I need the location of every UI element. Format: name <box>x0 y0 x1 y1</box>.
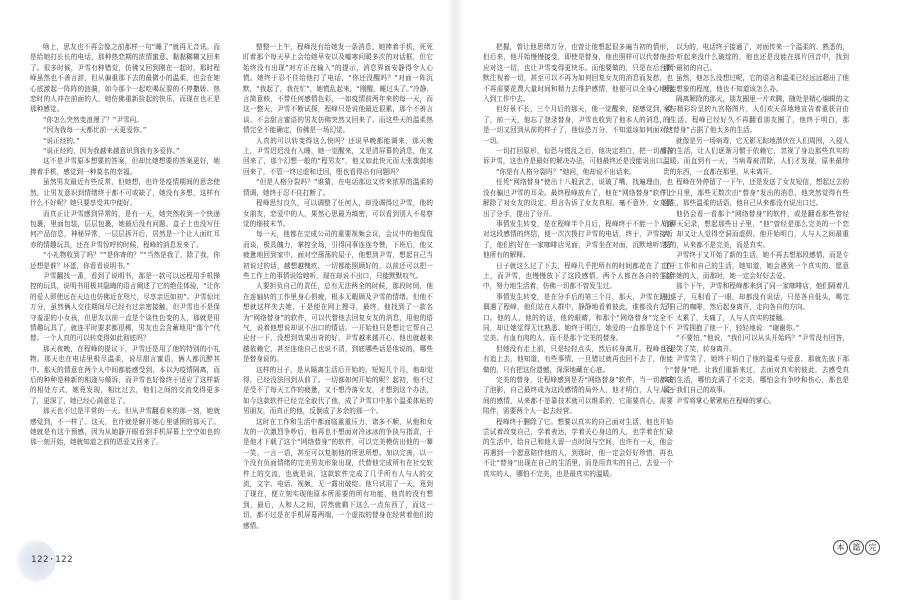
paragraph: 事情发生转变，是在程峰半个月后，程峰终于不能一个人面对这段感情的终结，便一次次拨打尹雪的电话，终于，尹雪接听了，他们约好在一家咖啡店见面，尹雪坐在对面，沉默地听完了他所有的解释。 <box>483 219 673 260</box>
paragraph: “你是有人格分裂吗？”她问，他却说不出话来。 <box>496 167 636 176</box>
paragraph: “因为我每一天都比前一天更爱你。” <box>43 126 147 135</box>
paragraph: 人要担负自己的责任，总有无法两全的时候，那段时间，他在连轴转的工作里身心俱疲，根本无暇顾及尹雪的情绪。但他不想就这样失去她，于是便在网上搜寻，最终，他找到了一款名为“网络替身”的软件，可以代替他去回复女友的消息，用他的语气，说着他想说却说不出口的情话。一开始他只是想让它帮自己应付一下，没想到效果出奇的好，尹雪越来越开心，他也就越来越依赖它，甚至连他自己也说不清，到底哪些话是他说的，哪些是替身说的。 <box>243 282 433 364</box>
page-gutter <box>446 0 464 600</box>
paragraph: 整整一上午，程峰没有给她发一条消息，她捧着手机，死死盯着那个每天早上会给她早安以及嘘寒问暖多次的对话框，但它始终没有出现“对方正在输入”的提示，消息界面安静得令人心慌。她终于忍不住给他打了电话，“你还没醒吗？”对面一阵沉默，“我起了，我在忙”，她慌乱起来，“刚醒，睡过头了。”冷静、言简意赅，不带任何感情色彩，一如疫情前两年来的每一天，而这一整天，尹雪不断试探，程峰只是说他最近很累，那个不善言谈、不会甜言蜜语的男友仿佛突然又回来了。而这些天的温柔热情完全不能确定，仿佛是一场幻觉。 <box>243 43 433 135</box>
paragraph: 事情发生转变，是在分手后的第三个月，那天，尹雪在路上偶遇了程峰，他们站在人群中，静静地看着彼此，谁都没有先开口。他的人，他的的话，他的眼睛，和那个“网络替身”完全不同，却让她觉得无比熟悉。她终于明白，她爱的一直都是这个不完美、有血有肉的人，而不是那个完美的替身。 <box>483 292 673 343</box>
paragraph: 那天夜晚，在程峰的提议下，尹雪还是用了他的特别的小礼物。那天也在电话里极尽温柔，说尽甜言蜜语，俩人都沉醉其中。那天的情意在两个人中间都能感受到，本以为疫情隔离，而后的种种是种新的相逢与倾诉，而尹雪也好像终于适应了这样新的相处方式，她竟发现，相比过去，他们之间的交流变得更多了，更深了，她已经心满意足了。 <box>30 344 220 405</box>
end-mark-char: 本 <box>833 540 848 555</box>
paragraph: 虽然男友最近有些反常，但她想，也许是疫情期间的思念使然，让男友意识到情绪终于都不可或缺了，她没有多想，这样有什么不好呢？她只要享受其中便好。 <box>30 178 220 208</box>
paragraph: 程峰在外停留了一下午，还是发送了女友短信，想起过去的几个月里，那些无数次由“替身”发出的消息，他突然觉得有些陌生，那些温柔的话语，他自己从来都没有说出口过。 <box>663 178 849 208</box>
paragraph: 那个下午，尹雪和程峰都来到了同一家咖啡店，他们隔着几张桌子，互相看了一眼，却都没有说话，只是各自低头，喝完了自己的咖啡，然后起身离开，走向各自的方向。 <box>663 282 849 312</box>
paragraph: 完美的替身，让程峰感到是否“网络替身”软件，当一切都成了泡影，自己最终成为这段感情的局外人，他才明白，人与人之间的感情，从来都不是靠技术就可以维系的，它需要真心，需要陪伴，需要两个人一起去经营。 <box>483 376 673 416</box>
paragraph: 这时在工作和生活中都面临重重压力，诸多不顺，从他和女友的一次激烈争吵后，他再也不想面对冷冰冰的争执与指责，于是他才下载了这个“网络替身”的软件，可以完美模仿出他的一颦一笑、一言一语，甚至可以复制他的所思所想。加以完善，以一个没有负面情绪的完美男友形象出现，代替他完成所有在社交软件上的交流，也就是说，这款软件完成了几乎所有人与人的交流，文字、电话、视频，无一露出破绽。他只试用了一天，竟到了现在，便立刻实现他原本所需要的所有功能，他真的没有想到，最后，人和人之间，居然就剩下这么一点东西了，而这一切，都不过是在手机屏幕两端，一个虚拟的替身在经营着他们的感情。 <box>243 417 433 530</box>
paragraph: 尹雪拥抱了他一下，轻轻地说：“谢谢你。” <box>676 323 800 332</box>
paragraph: “但是人格分裂吗？”谁猜，在电话那边又传来浓厚的温柔的情调，她终于忍不住打断了。 <box>243 178 433 197</box>
paragraph: 隔离解除的那天，朋友圈里一片欢腾，随处是精心编辑的文案与精彩纷呈的九宫格图片，人们欢天喜地地宣告着重获自由的生活。程峰已经好久不再翻看朋友圈了，他终于明白，那个“替身”占据了他太多的生活。 <box>663 95 849 135</box>
text-column-3 <box>483 42 673 562</box>
end-of-article-mark <box>833 540 880 555</box>
end-mark-char: 完 <box>865 540 880 555</box>
paragraph: 啥上，思友也不再会像之前那样一句“睡了”就再无音讯。而是给她打长长的电话，那种热恋期的浓情蜜意。黏黏糊糊又回来了。很多时候，尹雪有种错觉，仿佛又回到刚在一起时，那时程峰虽然也不善言辞，但从偏重那下去的最微小的温柔，也会在她心底激起一阵阵的涟漪，如今那个一起吃喝玩耍的不停撒娇、热恋时的人冲在前面的人，她仿佛重新捡起的快乐，而现在也正是那种感觉。 <box>30 43 220 114</box>
paragraph: 虽然，他怎么没想过呢，它的语言和温柔已经远远超出了他所能想象的程度，他也不知道该怎么办。 <box>663 74 849 93</box>
paragraph: 程峰终于删除了它。想要以真实的自己面对生活，他也开始尝试着改变自己，学着表达，学着关心身边的人，也学着在忙碌的生活中，给自己和他人留一点时间与空间，也许有一天，他会再遇到一个愿意陪伴他的人，到那时，他一定会好好珍惜，再也不让“替身”出现在自己的生活里，而是用真实的自己，去爱一个真实的人，哪怕不完美，也是最真实的温暖。 <box>483 417 673 478</box>
paragraph: 尹雪翻找一番，看到了说明书，那是一款可以远程用手机操控的玩具，说明书用极其隐晦的语言阐述了它的绝佳体验，“让你的爱人即使远在天边也仿佛近在咫尺，尽享亲近如初”。尹雪惊诧万分，虽然俩人交往期间尽已经有过亲密接触，但尹雪也不是保守羞涩的小女孩，但思友以前一直是个谈性色变的人，那就是用情趣玩具了，就连平时要求都很稀，男友也会含蓄地用“那个”代替。一个人真的可以转变得如此彻底吗？ <box>30 271 220 343</box>
paragraph: “小礼物收到了吗？”“是你寄的？”“当然是我了，除了我，你还想是谁？坏蛋，你看看说明书。” <box>30 251 220 270</box>
paragraph: 尹雪笑了，她终于明白了他的温柔与爱意，那就先放下那个“替身”吧，让我们重新来过，去面对真实的彼此，去感受真实的生活，哪怕充满了不完美，哪怕会有争吵和伤心，那也是属于我们自己的故事。 <box>663 355 849 395</box>
paragraph: 那天也不过是平常的一天。但从尹雪翻看来的那一刻，她就感觉到，不一样了。这天，也许就是解开她心里谜团的那天了。她就是有这个预感，因为从她静开眼看到手机屏幕上空空如也的那一刻开始，她就知道之前的恩爱又回来了。 <box>30 407 220 447</box>
paragraph: 任凭“网络替身”使出十八般武艺，说破了嘴，找遍理由，也没有骗过尹雪的耳朵。最终程峰放弃了，他在“网络替身”软件上解除了对女友的设定，坦言告诉了女友真相，毫不意外，女友提出了分手，提出了分开。 <box>483 178 673 218</box>
paragraph: 而真正让尹雪感到异常的，是有一天，她突然收到一个快递包裹，里面包装，层层包裹，她最后没有问题。盒子上也没写任何产品信息，神秘异常，一层层拆开后，居然是一个让人面红耳赤的情趣玩具，还在尹雪惊呼的时候，程峰的消息发来了。 <box>30 209 220 249</box>
text-column-1 <box>30 42 220 562</box>
text-column-2 <box>243 42 433 562</box>
paragraph: 把握，曾让他思绪万分，也曾让他想起很多遍当初的情形，但后来，他开始慢慢接受，即使是替身，他也照样可以代替他去应对这一切，也让尹雪变得更快乐。而他要做的，只是在后台默默注视着一切，甚至可以不再为如何回复女友的消息而发愁，也不再需要花费大量时间和精力去维护感情，他便可以全身心地投入到工作中去。 <box>483 43 673 104</box>
paragraph: “说正经的。” <box>43 136 80 145</box>
paragraph: 这样的日子，是从隔离生活后开始的，短短几个月，他却觉得，已经没法回到从前了。一切都如何开始的呢？起初，他不过是受不了每天工作的疲惫，又不想冷落女友，才想到这个办法，如今这款软件已经完全取代了他，成了尹雪口中那个温柔体贴的男朋友，而真正的他，反倒成了多余的那一个。 <box>243 365 433 416</box>
paragraph: 这不是尹雪原本想要的答案，但却比她想要的答案更好，她捧着手机，感觉到一种莫名的幸福。 <box>30 157 220 176</box>
paragraph: 他仍会看一看那个“网络替身”的软件，或是翻看那些曾经的聊天记录，想起那些日子里，“他”曾经是那么完美的一个恋人，却又让人觉得空洞而虚假。他开始明白，人与人之间最重要的，从来都不是完美，而是真实。 <box>663 209 849 249</box>
paragraph: “说正经的，因为我越来越意识到我有多爱你。” <box>43 147 180 156</box>
paragraph: 尹雪将掌心紧紧贴在程峰的掌心。 <box>676 396 776 405</box>
paragraph: “你怎么突然变浪漫了？”尹雪问。 <box>43 115 143 124</box>
paragraph: 但好景不长，三个月后的那天，他一觉醒来，便感觉到，变了，前一天，他忘了登录替身，尹雪也收到了他本人的消息，于是一切又回到从前的样子了，他惊恐万分，不知道该如何面对这一切。 <box>483 105 673 145</box>
paragraph: 太累了，太痛了，人与人真实的接触。 <box>676 313 789 322</box>
paragraph: 但她没有走上前，只是轻轻点头，然后转身离开。程峰也没有追上去，他知道，有些事情，一旦错过就再也回不去了，他能做的，只有把这份遗憾，深深地藏在心底。 <box>483 344 673 374</box>
text-column-4 <box>663 42 849 562</box>
paragraph: 程峰思忖良久，可以调整了任何人，却没调得过尹雪，他的女朋友，恋爱中的人，果然心思最为缜密，可以看到别人不易察觉的细枝末节。 <box>243 199 433 228</box>
paragraph: 就像是另一场病毒，它无影无踪地潜伏在人们周围，入侵人们的生活，让人们逐渐习惯于依赖它，忽视了身边那些真实的温暖。而直到有一天，当病毒被清除，人们才发现，原来最珍贵的东西，一直都在那里，从未离开。 <box>663 136 849 176</box>
paragraph: 一切打回原形，惊恐与慌乱之后，他决定坦白，把一切都告诉尹雪，这也许是最好的解决办法，可他最终还是没能说出口。 <box>483 147 673 166</box>
paragraph: 日子就这么过了下去，程峰几乎把所有的时间都花在了工作上，而尹雪，也慢慢放下了这段感情，两个人都在各自的生活中，努力地生活着，仿佛一切都不曾发生过。 <box>483 261 673 291</box>
page-number: 122·122 <box>31 555 74 565</box>
paragraph: 每一天，他都在完成公司的重要视频会议，会议中的他侃侃而谈，极具魄力，掌控全场，引得同事连连夸赞，下班后，他又疲惫地回到家中，面对空荡荡的屋子，他想到尹雪，想起自己当初说过的话，越想越愧疚，一切都能照顾好的，以前还可以把一些工作上的事情说给她听，现在却说不出口，只能默默叹气。 <box>243 230 433 280</box>
paragraph: “不要怕，”他说，“我们可以从头开始吗？”尹雪没有回答，只是笑了笑，转身离开。 <box>663 334 849 353</box>
paragraph: 尹雪终于又开始了新的生活，她不再去想那段感情，而是专注于工作和自己的生活，她知道，她会遇到一个真实的、愿意陪伴她的人，而那时，她一定会好好去爱。 <box>663 251 849 280</box>
end-mark-char: 篇 <box>849 540 864 555</box>
paragraph: 以为的，电话终于接通了，对面传来一个温柔的、熟悉的，一个听起来没什么破绽的，他也还是没能在那片回音中，找到那个最初的自己。 <box>663 43 849 72</box>
paragraph: 人真的可以转变得这么快吗？还说早晚都能调来，那天晚上，尹雪迟迟没有入睡，她一觉醒来，又是清屏幕的消息，他又回来了，那个幻想一般的“程男友”，他又如此快元而大张旗鼓地回来了，不管一终过虚和迁回，堕也看得出有问题吗？ <box>243 136 433 176</box>
